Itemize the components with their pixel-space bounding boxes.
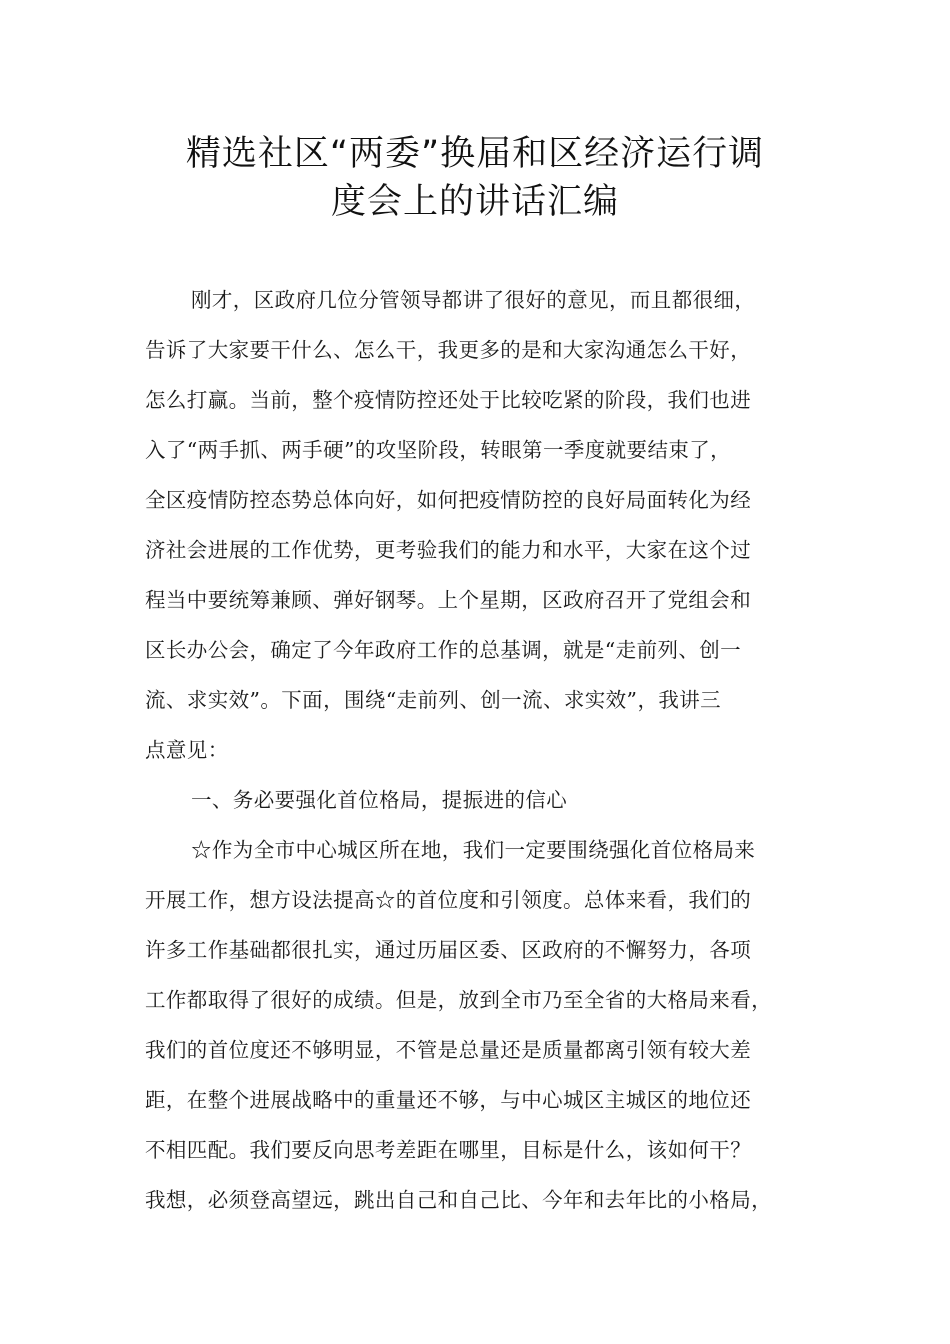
paragraph-line: 开展工作，想方设法提高☆的首位度和引领度。总体来看，我们的 [145, 888, 752, 912]
paragraph-line: 工作都取得了很好的成绩。但是，放到全市乃至全省的大格局来看， [145, 988, 772, 1012]
paragraph-line: 不相匹配。我们要反向思考差距在哪里，目标是什么，该如何干？ [145, 1138, 752, 1162]
paragraph-line: 济社会进展的工作优势，更考验我们的能力和水平，大家在这个过 [145, 538, 752, 562]
paragraph-line: 我想，必须登高望远，跳出自己和自己比、今年和去年比的小格局， [145, 1188, 772, 1212]
document-title-line-2: 度会上的讲话汇编 [330, 182, 619, 222]
paragraph-line: 全区疫情防控态势总体向好，如何把疫情防控的良好局面转化为经 [145, 488, 752, 512]
paragraph-line: 程当中要统筹兼顾、弹好钢琴。上个星期，区政府召开了党组会和 [145, 588, 752, 612]
paragraph-line: 许多工作基础都很扎实，通过历届区委、区政府的不懈努力，各项 [145, 938, 752, 962]
paragraph-line: 距，在整个进展战略中的重量还不够，与中心城区主城区的地位还 [145, 1088, 752, 1112]
paragraph-line: ☆作为全市中心城区所在地，我们一定要围绕强化首位格局来 [191, 838, 756, 862]
paragraph-line: 我们的首位度还不够明显，不管是总量还是质量都离引领有较大差 [145, 1038, 752, 1062]
paragraph-line: 点意见： [145, 738, 229, 762]
paragraph-line: 区长办公会，确定了今年政府工作的总基调，就是“走前列、创一 [145, 638, 742, 662]
paragraph-line: 告诉了大家要干什么、怎么干，我更多的是和大家沟通怎么干好， [145, 338, 752, 362]
paragraph-line: 入了“两手抓、两手硬”的攻坚阶段，转眼第一季度就要结束了， [145, 438, 732, 462]
document-title-line-1: 精选社区“两委”换届和区经济运行调 [185, 134, 765, 174]
paragraph-line: 怎么打赢。当前，整个疫情防控还处于比较吃紧的阶段，我们也进 [145, 388, 752, 412]
paragraph-line: 一、务必要强化首位格局，提振进的信心 [191, 788, 568, 812]
paragraph-line: 刚才，区政府几位分管领导都讲了很好的意见，而且都很细， [191, 288, 756, 312]
document-body [145, 282, 845, 1232]
paragraph-line: 流、求实效”。下面，围绕“走前列、创一流、求实效”，我讲三 [145, 688, 722, 712]
